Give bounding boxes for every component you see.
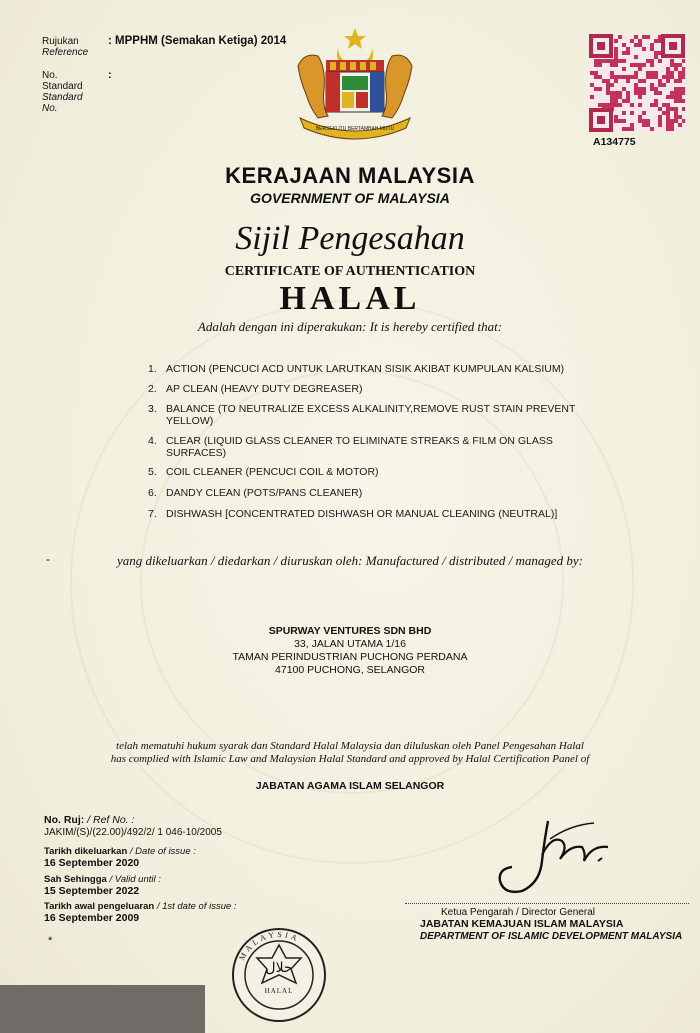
coat-of-arms-emblem — [290, 26, 420, 144]
manufacturer-intro: yang dikeluarkan / diedarkan / diuruskan oleh: Manufactured / distributed / managed by: — [117, 553, 583, 568]
certified-statement: Adalah dengan ini diperakukan: It is hereby certified that: — [197, 319, 503, 334]
ref-no-label: No. Ruj: / Ref No. : — [44, 814, 135, 826]
signature-scribble — [490, 815, 620, 895]
svg-text:BERSEKUTU BERTAMBAH MUTU: BERSEKUTU BERTAMBAH MUTU — [315, 126, 395, 132]
issue-date-value: 16 September 2020 — [44, 857, 140, 869]
standard-label: No. Standard Standard No. — [42, 70, 83, 114]
product-item: 2. AP CLEAN (HEAVY DUTY DEGREASER) — [148, 383, 363, 395]
product-item: 3. BALANCE (TO NEUTRALIZE EXCESS ALKALINITY,REMOVE RUST STAIN PREVENT YELLOW) — [148, 403, 576, 427]
compliance-statement-ms: telah mematuhi hukum syarak dan Standard Halal Malaysia dan diluluskan oleh Panel Pengesahan Halal — [116, 740, 584, 752]
signature-line — [405, 903, 689, 904]
signatory-department-en: DEPARTMENT OF ISLAMIC DEVELOPMENT MALAYSIA — [420, 931, 683, 942]
first-issue-label: Tarikh awal pengeluaran / 1st date of issue : — [44, 901, 237, 912]
svg-text:HALAL: HALAL — [264, 987, 294, 995]
valid-until-value: 15 September 2022 — [44, 885, 140, 897]
certificate-title-en: CERTIFICATE OF AUTHENTICATION — [224, 264, 476, 279]
asterisk-mark: * — [48, 935, 53, 947]
serial-number: A134775 — [593, 136, 636, 148]
signatory-title: Ketua Pengarah / Director General — [441, 907, 595, 918]
halal-logo — [225, 925, 333, 1025]
redacted-bar — [0, 985, 205, 1033]
watermark-ring-inner — [140, 370, 564, 794]
reference-value: : MPPHM (Semakan Ketiga) 2014 — [108, 35, 287, 47]
manufacturer-name: SPURWAY VENTURES SDN BHD — [268, 625, 432, 637]
manufacturer-address-line3: 47100 PUCHONG, SELANGOR — [275, 664, 425, 676]
manufacturer-address-line1: 33, JALAN UTAMA 1/16 — [294, 638, 406, 650]
issue-date-label: Tarikh dikeluarkan / Date of issue : — [44, 846, 196, 857]
manufacturer-address-line2: TAMAN PERINDUSTRIAN PUCHONG PERDANA — [232, 651, 468, 663]
reference-label: Rujukan Reference — [42, 36, 89, 58]
product-item: 5. COIL CLEANER (PENCUCI COIL & MOTOR) — [148, 466, 379, 478]
approving-body: JABATAN AGAMA ISLAM SELANGOR — [255, 780, 445, 792]
product-item: 6. DANDY CLEAN (POTS/PANS CLEANER) — [148, 487, 363, 499]
svg-text:MALAYSIA: MALAYSIA — [237, 929, 302, 962]
ref-no-value: JAKIM/(S)/(22.00)/492/2/ 1 046-10/2005 — [44, 827, 222, 838]
compliance-statement-en: has complied with Islamic Law and Malaysian Halal Standard and approved by Halal Certification Panel of — [110, 753, 590, 765]
certificate-title-ms: Sijil Pengesahan — [235, 220, 465, 257]
government-title-en: GOVERNMENT OF MALAYSIA — [250, 190, 450, 206]
valid-until-label: Sah Sehingga / Valid until : — [44, 874, 161, 885]
separator-dash: - — [46, 552, 50, 566]
standard-value: : — [108, 69, 112, 81]
product-item: 1. ACTION (PENCUCI ACD UNTUK LARUTKAN SISIK AKIBAT KUMPULAN KALSIUM) — [148, 363, 565, 375]
product-item: 4. CLEAR (LIQUID GLASS CLEANER TO ELIMINATE STREAKS & FILM ON GLASS SURFACES) — [148, 435, 553, 459]
qr-code — [589, 34, 685, 132]
signatory-department-ms: JABATAN KEMAJUAN ISLAM MALAYSIA — [420, 918, 624, 930]
svg-text:حلال: حلال — [265, 960, 293, 976]
government-title-ms: KERAJAAN MALAYSIA — [225, 163, 475, 188]
first-issue-value: 16 September 2009 — [44, 912, 140, 924]
halal-title: HALAL — [279, 280, 421, 317]
product-item: 7. DISHWASH [CONCENTRATED DISHWASH OR MANUAL CLEANING (NEUTRAL)] — [148, 508, 558, 520]
